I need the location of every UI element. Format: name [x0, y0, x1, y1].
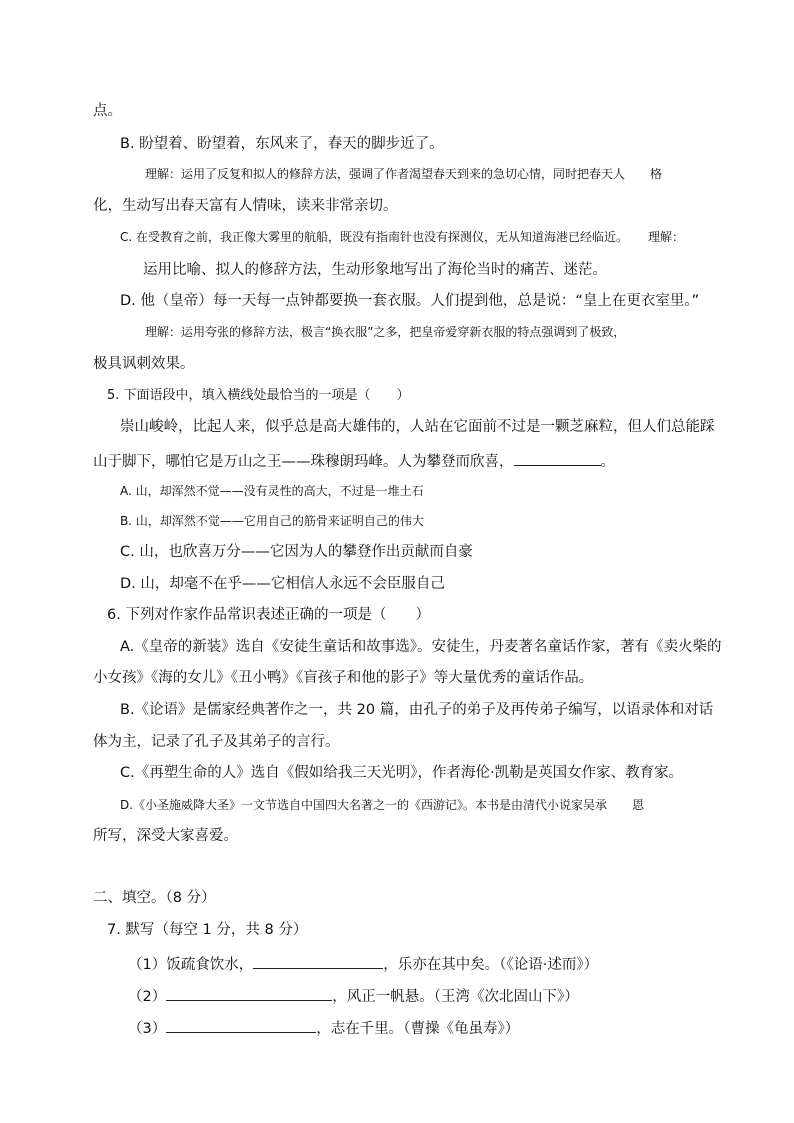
text-line: 极具讽刺效果。 [93, 356, 195, 372]
explanation-label: 理解： [648, 230, 685, 244]
fill-item-prefix: （3） [128, 1021, 167, 1037]
question-5-option-c: C. 山，也欣喜万分——它因为人的攀登作出贡献而自豪 [120, 544, 473, 560]
passage-line [93, 451, 615, 470]
question-5-option-a: A. 山，却浑然不觉——没有灵性的高大，不过是一堆土石 [120, 484, 424, 498]
fill-item-3 [128, 1018, 519, 1037]
fill-item-1 [128, 954, 598, 973]
question-5-option-b: B. 山，却浑然不觉——它用自己的筋骨来证明自己的伟大 [120, 514, 424, 528]
fill-item-prefix: （2） [128, 989, 167, 1005]
text-line: 化，生动写出春天富有人情味，读来非常亲切。 [93, 198, 398, 214]
option-d-text-end: 恩 [632, 798, 645, 812]
answer-blank[interactable] [166, 1018, 316, 1033]
answer-blank[interactable] [514, 451, 601, 466]
question-6-option-b: B.《论语》是儒家经典著作之一，共 20 篇，由孔子的弟子及再传弟子编写，以语录体和对话 [120, 702, 714, 718]
question-5-option-d: D. 山，却毫不在乎——它相信人永远不会臣服自己 [120, 576, 445, 592]
text-line: 所写，深受大家喜爱。 [93, 828, 238, 844]
option-d-sentence: D. 他（皇帝）每一天每一点钟都要换一套衣服。人们提到他，总是说：“皇上在更衣室里。” [120, 293, 700, 309]
option-d-text: D.《小圣施威降大圣》一文节选自中国四大名著之一的《西游记》。本书是由清代小说家吴承 [120, 798, 608, 812]
question-6-option-d [120, 799, 644, 811]
question-6-option-a: A.《皇帝的新装》选自《安徒生童话和故事选》。安徒生，丹麦著名童话作家，著有《卖火柴的 [120, 639, 722, 655]
fill-item-suffix: ，风正一帆悬。（王湾《次北固山下》） [332, 989, 579, 1005]
question-6-option-c: C.《再塑生命的人》选自《假如给我三天光明》，作者海伦·凯勒是英国女作家、教育家。 [120, 765, 684, 781]
text-line: 小女孩》《海的女儿》《丑小鸭》《盲孩子和他的影子》等大量优秀的童话作品。 [93, 670, 594, 686]
passage-text: 山于脚下，哪怕它是万山之王——珠穆朗玛峰。人为攀登而欣喜， [93, 454, 514, 470]
fill-item-2 [128, 986, 579, 1005]
question-7-stem: 7. 默写（每空 1 分，共 8 分） [107, 922, 308, 938]
explanation-line: 运用比喻、拟人的修辞方法，生动形象地写出了海伦当时的痛苦、迷茫。 [143, 262, 607, 278]
passage-text-end: 。 [600, 454, 615, 470]
text-line: 点。 [93, 103, 122, 119]
fill-item-prefix: （1）饭疏食饮水， [128, 957, 254, 973]
option-b-sentence: B. 盼望着、盼望着，东风来了，春天的脚步近了。 [120, 136, 444, 152]
answer-blank[interactable] [253, 954, 383, 969]
passage-line: 崇山峻岭，比起人来，似乎总是高大雄伟的，人站在它面前不过是一颗芝麻粒，但人们总能踩 [120, 419, 715, 435]
fill-item-suffix: ，乐亦在其中矣。（《论语·述而》） [383, 957, 599, 973]
question-6-stem: 6. 下列对作家作品常识表述正确的一项是（ ） [107, 607, 430, 623]
fill-item-suffix: ，志在千里。（曹操《龟虽寿》） [316, 1021, 520, 1037]
option-c-sentence [120, 231, 684, 243]
answer-blank[interactable] [166, 986, 332, 1001]
explanation-text-end: 格 [650, 167, 663, 181]
text-line: 体为主，记录了孔子及其弟子的言行。 [93, 734, 340, 750]
explanation-line: 理解：运用夸张的修辞方法，极言“换衣服”之多，把皇帝爱穿新衣服的特点强调到了极致， [145, 325, 626, 339]
explanation-line [145, 168, 662, 180]
question-5-stem: 5. 下面语段中，填入横线处最恰当的一项是（ ） [107, 388, 410, 403]
explanation-text: 理解：运用了反复和拟人的修辞方法，强调了作者渴望春天到来的急切心情，同时把春天人 [145, 167, 626, 181]
section-heading: 二、填空。（8 分） [93, 890, 216, 906]
option-c-text: C. 在受教育之前，我正像大雾里的航船，既没有指南针也没有探测仪，无从知道海港已经临近。 [120, 230, 629, 244]
